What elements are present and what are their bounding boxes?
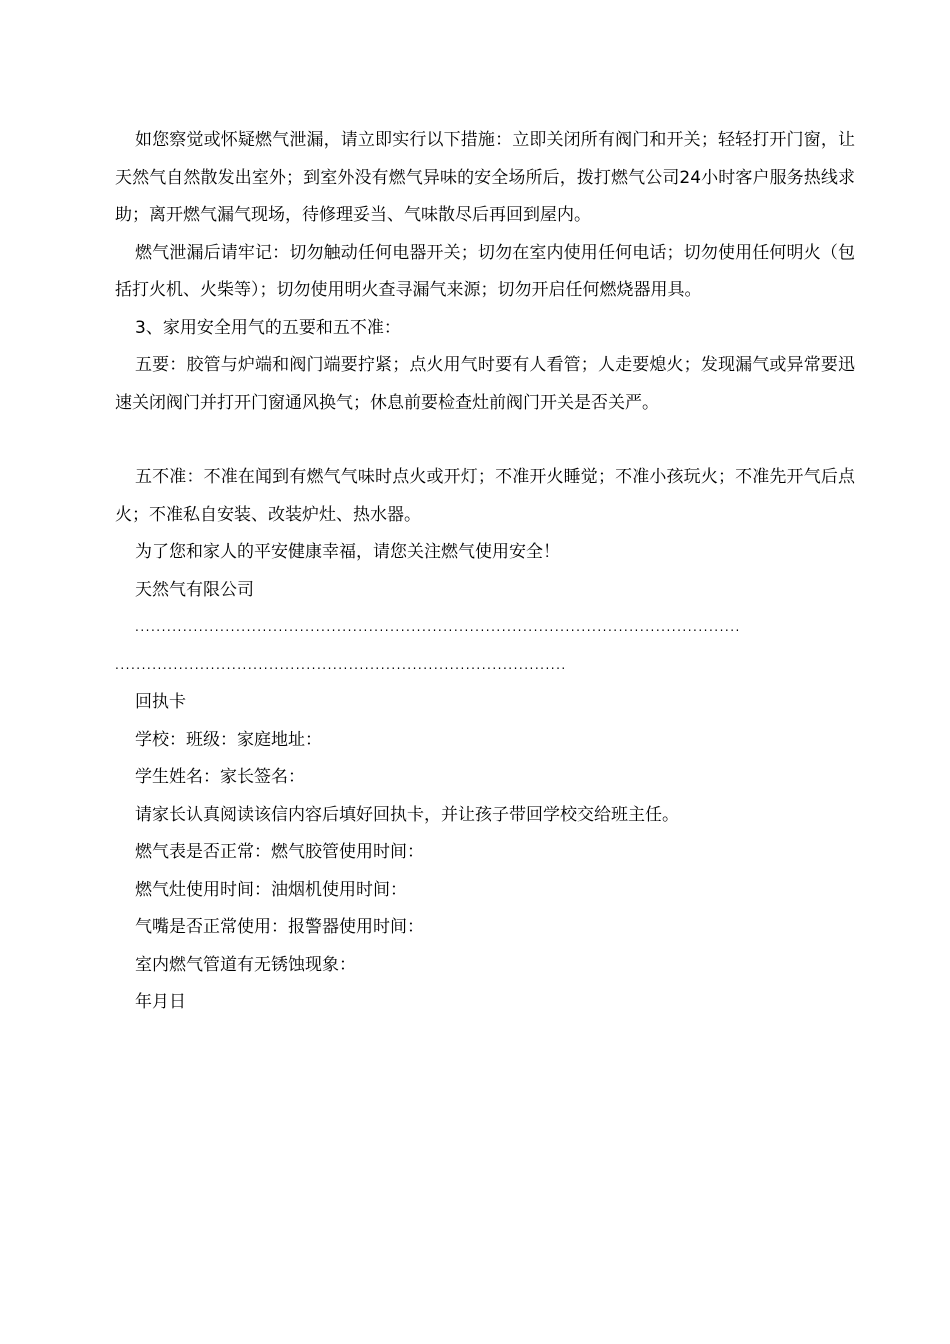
receipt-card: [115, 684, 855, 1022]
receipt-student-line: 学生姓名：家长签名：: [135, 767, 305, 787]
five-dos-paragraph: 五要：胶管与炉端和阀门端要拧紧；点火用气时要有人看管；人走要熄火；发现漏气或异常要迅速关闭阀门并打开门窗通风换气；休息前要检查灶前阀门开关是否关严。: [115, 355, 855, 413]
cut-separator-line-1: ..................................................................................................................: [135, 620, 741, 634]
receipt-pipe-line: 室内燃气管道有无锈蚀现象：: [135, 954, 356, 975]
gas-leak-measures-paragraph: 如您察觉或怀疑燃气泄漏，请立即实行以下措施：立即关闭所有阀门和开关；轻轻打开门窗，让天然气自然散发出室外；到室外没有燃气异味的安全场所后，拨打燃气公司24小时客户服务热线求助；离开燃气漏气现场，待修理妥当、气味散尽后再回到屋内。: [115, 130, 855, 225]
receipt-title: 回执卡: [135, 692, 186, 712]
cut-separator-line-2: .....................................................................................: [115, 657, 567, 672]
receipt-nozzle-line: 气嘴是否正常使用：报警器使用时间：: [135, 917, 424, 937]
receipt-school-line: 学校：班级：家庭地址：: [135, 729, 322, 750]
receipt-instruction: 请家长认真阅读该信内容后填好回执卡，并让孩子带回学校交给班主任。: [135, 804, 679, 825]
receipt-date-line: 年月日: [135, 992, 186, 1012]
five-donts-paragraph: 五不准：不准在闻到有燃气气味时点火或开灯；不准开火睡觉；不准小孩玩火；不准先开气后点火；不准私自安装、改装炉灶、热水器。: [115, 467, 855, 525]
receipt-stove-line: 燃气灶使用时间：油烟机使用时间：: [135, 879, 407, 900]
gas-leak-remember-paragraph: 燃气泄漏后请牢记：切勿触动任何电器开关；切勿在室内使用任何电话；切勿使用任何明火（包括打火机、火柴等）；切勿使用明火查寻漏气来源；切勿开启任何燃烧器用具。: [115, 242, 855, 300]
company-name: 天然气有限公司: [135, 579, 254, 600]
document-page: [115, 122, 855, 1022]
five-dos-donts-heading: 3、家用安全用气的五要和五不准：: [135, 317, 401, 338]
closing-message: 为了您和家人的平安健康幸福，请您关注燃气使用安全！: [135, 542, 560, 562]
receipt-meter-line: 燃气表是否正常：燃气胶管使用时间：: [135, 842, 424, 862]
paragraph-gap: [115, 422, 855, 459]
